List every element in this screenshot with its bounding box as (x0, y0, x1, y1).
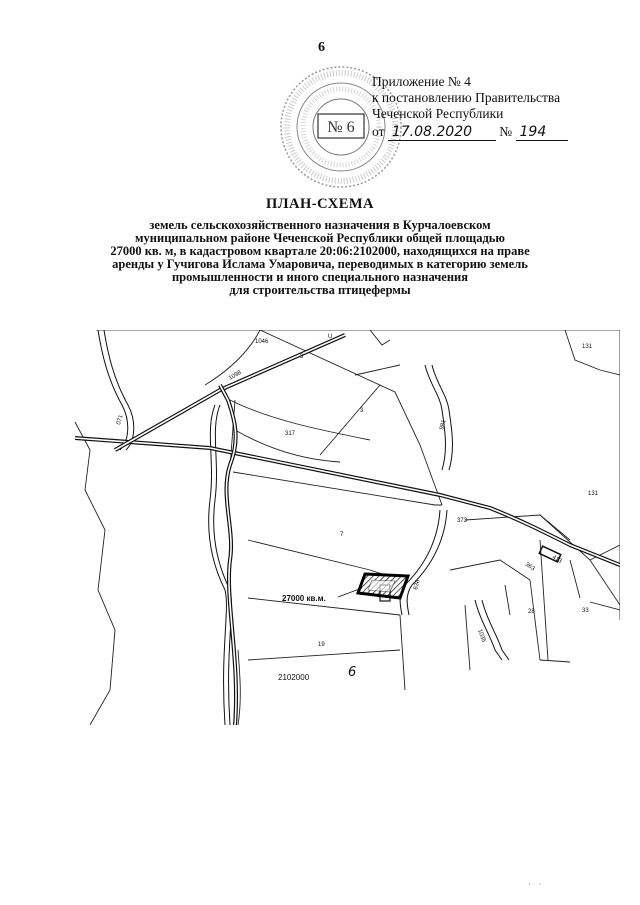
parcel-label: 317 (285, 431, 296, 437)
cadastral-map (70, 330, 620, 725)
footer-mark: · · (528, 880, 545, 889)
parcel-label: 071 (116, 414, 125, 426)
target-parcel (358, 574, 408, 598)
description-line: земель сельскохозяйственного назначения в Курчалоевском (149, 218, 491, 232)
description-line: 27000 кв. м, в кадастровом квартале 20:06:2102000, находящихся на праве (110, 244, 530, 258)
handwritten-map-number: 6 (348, 665, 357, 680)
parcel-label: 3 (300, 354, 304, 360)
appendix-title: Приложение № 4 (372, 74, 471, 89)
document-title: ПЛАН-СХЕМА (265, 196, 375, 212)
number-prefix: № (499, 124, 513, 139)
main-road (75, 438, 620, 565)
parcel-label: 1035 (476, 628, 487, 644)
parcel-label: 638 (413, 579, 422, 591)
parcel-label: 413 (551, 554, 563, 565)
seal-number: № 6 (327, 119, 355, 136)
stream-channels (98, 330, 509, 725)
quarter-label: 2102000 (278, 673, 310, 682)
parcel-label: 363 (523, 561, 536, 573)
appendix-block (372, 74, 612, 141)
date-value: 17.08.2020 (388, 124, 496, 141)
parcel-label: 373 (457, 518, 468, 524)
parcel-label: 28 (528, 609, 535, 615)
parcel-label: 131 (582, 344, 593, 350)
description-line: аренды у Гучигова Ислама Умаровича, переводимых в категорию земель (112, 257, 528, 271)
document-description (60, 219, 580, 297)
date-prefix: от (372, 124, 385, 139)
parcel-label: 981 (439, 419, 448, 431)
parcel-label: 33 (582, 608, 589, 614)
parcel-label: 1098 (228, 369, 243, 382)
parcel-label: 19 (318, 642, 325, 648)
appendix-authority: Чеченской Республики (372, 106, 504, 121)
number-value: 194 (516, 124, 568, 141)
description-line: для строительства птицефермы (229, 283, 411, 297)
winding-road (220, 385, 236, 725)
parcel-label: 131 (588, 491, 599, 497)
appendix-reference: к постановлению Правительства (372, 90, 561, 105)
secondary-road (115, 335, 345, 450)
parcel-labels (116, 334, 599, 682)
parcel-label: 1046 (255, 339, 269, 345)
description-line: муниципальном районе Чеченской Республики общей площадью (135, 231, 505, 245)
parcel-label: 3 (360, 408, 364, 414)
description-line: промышленности и иного специального назначения (171, 270, 468, 284)
appendix-date-number (372, 124, 612, 141)
parcel-label: U (328, 334, 333, 340)
page-number: 6 (318, 40, 325, 55)
map-frame (96, 330, 620, 620)
parcel-label: 7 (340, 532, 344, 538)
area-label: 27000 кв.м. (282, 594, 326, 603)
